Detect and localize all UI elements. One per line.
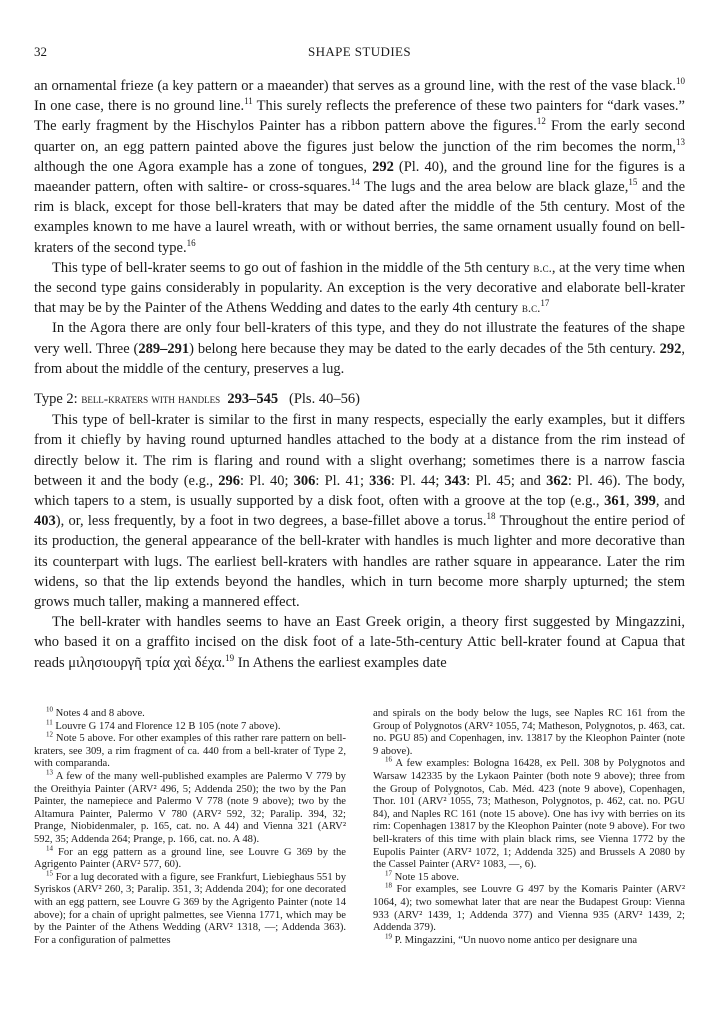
main-text	[34, 76, 685, 673]
paragraph-5: The bell-krater with handles seems to have an East Greek origin, a theory first suggested by Mingazzini, who based it on a graffito incised on the disk foot of a late-5th-century Attic bell-krater found at Capua that reads μιλησιουργῆ τρία χαὶ δέχα.$^{19}$ In Athens the earliest examples date	[34, 614, 685, 671]
page-header	[34, 44, 685, 66]
footnote: $^{14}$ For an egg pattern as a ground line, see Louvre G 369 by the Agrigento Painter (ARV² 577, 60).	[34, 844, 346, 871]
page-number: 32	[34, 44, 47, 59]
section-heading: Type 2: bell-kraters with handles 293–545 (Pls. 40–56)	[34, 391, 360, 408]
footnotes-right-column	[373, 708, 685, 947]
running-title: SHAPE STUDIES	[307, 44, 412, 59]
footnote: $^{12}$ Note 5 above. For other examples of this rather rare pattern on bell-kraters, see 309, a rim fragment of ca. 440 from a bell-krater of Type 2, with comparanda.	[34, 730, 346, 770]
footnote: $^{17}$ Note 15 above.	[385, 869, 460, 883]
footnotes-left-column	[34, 705, 346, 947]
footnote: $^{11}$ Louvre G 174 and Florence 12 B 105 (note 7 above).	[46, 718, 281, 732]
footnote: $^{15}$ For a lug decorated with a figure, see Frankfurt, Liebieghaus 551 by Syriskos (ARV² 260, 3; Paralip. 351, 3; Addenda 204); for one decorated with an egg pattern, see Louvre G 369 by the Agrigento Painter (note 14 above); for a chain of upright palmettes, see Vienna 1771, which may be by the Painter of the Athens Wedding (ARV² 1318, —; Addenda 363). For a configuration of palmettes	[34, 869, 346, 946]
footnote: $^{16}$ A few examples: Bologna 16428, ex Pell. 308 by Polygnotos and Warsaw 142335 by the Lykaon Painter (both note 9 above); three from the Group of Polygnotos, Cab. Méd. 423 (note 9 above), Copenhagen, Thor. 101 (ARV² 1055, 73; Matheson, Polygnotos, p. 462, cat. no. PGU 84), and Naples RC 161 (note 15 above). One has ivy with berries on its rim: Copenhagen 13817 by the Kleophon Painter (note 9 above). For two bell-kraters of this time with plain black rims, see Vienna 1772 by the Eupolis Painter (ARV² 1072, 1; Addenda 325) and Brussels A 2080 by the Cassel Painter (ARV² 1083, —, 6).	[373, 755, 685, 871]
footnote: and spirals on the body below the lugs, see Naples RC 161 from the Group of Polygnotos (ARV² 1055, 74; Matheson, Polygnotos, p. 463, cat. no. PGU 85) and Copenhagen, inv. 13817 by the Kleophon Painter (note 9 above).	[373, 708, 685, 757]
paragraph-1: an ornamental frieze (a key pattern or a maeander) that serves as a ground line, with the rest of the vase black.$^{10}$ In one case, there is no ground line.$^{11}$ This surely reflects the preference of these two painters for “dark vases.” The early fragment by the Hischylos Painter has a ribbon pattern above the figures.$^{12}$ From the early second quarter on, an egg pattern painted above the figures just below the junction of the rim becomes the norm,$^{13}$ although the one Agora example has a zone of tongues, 292 (Pl. 40), and the ground line for the figures is a maeander pattern, often with saltire- or cross-squares.$^{14}$ The lugs and the area below are black glaze,$^{15}$ and the rim is black, except for those bell-kraters that may be dated after the middle of the 5th century. Most of the examples known to me have a laurel wreath, with or without berries, the same ornament usually found on bell-kraters of the second type.$^{16}$	[34, 76, 686, 256]
paragraph-2: This type of bell-krater seems to go out of fashion in the middle of the 5th century b.c., at the very time when the second type gains considerably in popularity. An exception is the very decorative and elaborate bell-krater that may be by the Painter of the Athens Wedding and dates to the early 4th century b.c.$^{17}$	[34, 259, 686, 317]
footnote: $^{19}$ P. Mingazzini, “Un nuovo nome antico per designare una	[385, 932, 638, 946]
footnote: $^{10}$ Notes 4 and 8 above.	[46, 705, 145, 719]
paragraph-3: In the Agora there are only four bell-kraters of this type, and they do not illustrate the features of the shape very well. Three (289–291) belong here because they may be dated to the early decades of the 5th century. 292, from about the middle of the century, preserves a lug.	[34, 320, 685, 377]
footnote: $^{18}$ For examples, see Louvre G 497 by the Komaris Painter (ARV² 1064, 4); two somewhat later that are near the Budapest Group: Vienna 933 (ARV² 1439, 1; Addenda 377) and Vienna 935 (ARV² 1439, 2; Addenda 379).	[373, 881, 686, 934]
paragraph-4: This type of bell-krater is similar to the first in many respects, especially the early examples, but it differs from it chiefly by having round upturned handles attached to the body at a distance from the rim instead of directly below it. The rim is flaring and round with a slight overhang; sometimes there is a narrow fascia between it and the body (e.g., 296: Pl. 40; 306: Pl. 41; 336: Pl. 44; 343: Pl. 45; and 362: Pl. 46). The body, which tapers to a stem, is usually supported by a disk foot, often with a groove at the top (e.g., 361, 399, and 403), or, less frequently, by a foot in two degrees, a base-fillet above a torus.$^{18}$ Throughout the entire period of its production, the general appearance of the bell-krater with handles is much lighter and more decorative than its counterpart with lugs. The earliest bell-kraters with handles are rather square in appearance. Later the rim widens, so that the lip extends beyond the handles, which in turn become more sharply upturned; the stem grows much taller, making a mannered effect.	[34, 412, 686, 611]
footnote: $^{13}$ A few of the many well-published examples are Palermo V 779 by the Oreithyia Painter (ARV² 496, 5; Addenda 250); the two by the Pan Painter, the namepiece and Palermo V 778 (note 9 above); two by the Altamura Painter, Palermo V 780 (ARV² 592, 32; Paralip. 394, 32; Prange, Niobidenmaler, p. 165, cat. no. A 44) and Vienna 321 (ARV² 592, 35; Addenda 264; Prange, p. 166, cat. no. A 48).	[34, 768, 346, 845]
